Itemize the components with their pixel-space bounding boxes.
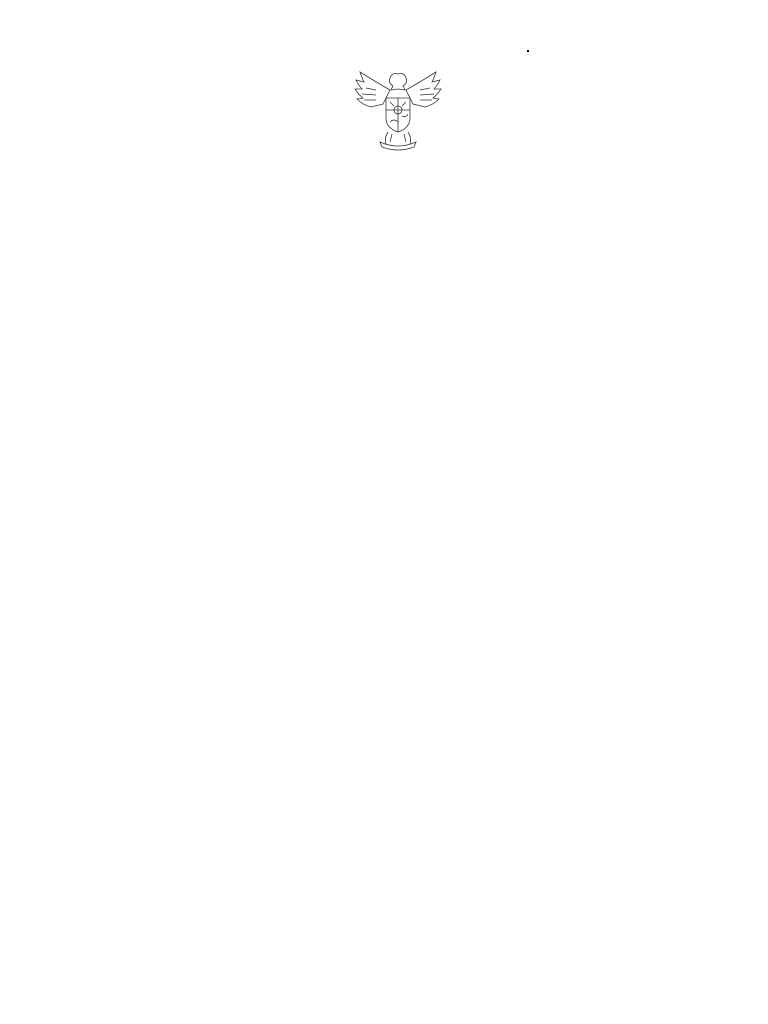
nss-number-boxes (527, 50, 529, 52)
garuda-emblem-icon (350, 64, 446, 154)
